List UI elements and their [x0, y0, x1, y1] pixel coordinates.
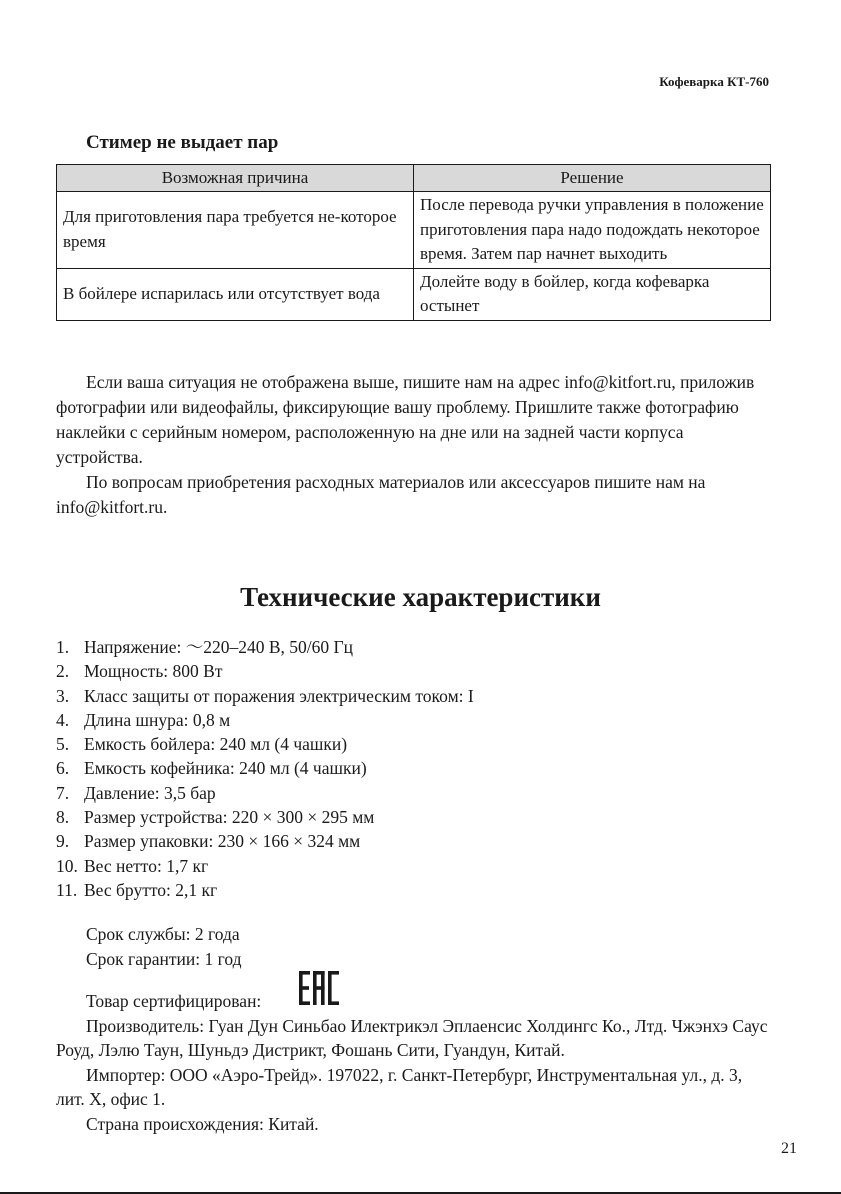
page-header-title: Кофеварка КТ-760 [659, 74, 769, 89]
solution-cell: После перевода ручки управления в положение приготовления пара надо подождать некоторое время. Затем пар начнет выходить [414, 192, 771, 269]
list-item-number: 7. [56, 782, 70, 803]
specs-title: Технические характеристики [240, 582, 601, 612]
list-item-number: 2. [56, 661, 70, 682]
list-item [56, 854, 474, 878]
list-item-number: 1. [56, 637, 70, 657]
cause-cell: Для приготовления пара требуется не-которое время [57, 192, 414, 269]
list-item-text: Давление: 3,5 бар [84, 782, 216, 803]
certification-line [56, 971, 771, 1014]
warranty-text: Срок гарантии: 1 год [86, 948, 242, 969]
accessories-paragraph: По вопросам приобретения расходных материалов или аксессуаров пишите нам на info@kitfort.ru. [56, 472, 706, 517]
list-item-number: 9. [56, 831, 70, 852]
eac-certification-icon [269, 971, 339, 1012]
list-item-number: 10. [56, 855, 78, 876]
list-item-text: Вес нетто: 1,7 кг [84, 855, 209, 876]
list-item-text: Класс защиты от поражения электрическим током: I [84, 685, 474, 706]
list-item-number: 11. [56, 879, 78, 900]
list-item-text: Напряжение: ～220–240 В, 50/60 Гц [84, 637, 353, 657]
list-item [56, 829, 474, 853]
importer-text: Импортер: ООО «Аэро-Трейд». 197022, г. Санкт-Петербург, Инструментальная ул., д. 3, лит. Х, офис 1. [56, 1064, 743, 1109]
column-header-solution: Решение [414, 165, 771, 192]
list-item-text: Емкость кофейника: 240 мл (4 чашки) [84, 758, 367, 779]
list-item-text: Размер устройства: 220 × 300 × 295 мм [84, 807, 375, 828]
list-item-number: 8. [56, 807, 70, 828]
page-number: 21 [781, 1140, 797, 1157]
list-item [56, 732, 474, 756]
specs-list [56, 635, 474, 902]
certified-text: Товар сертифицирован: [86, 991, 262, 1011]
manufacturer-text: Производитель: Гуан Дун Синьбао Илектрикэл Эплаенсис Холдингс Ко., Лтд. Чжэнхэ Саус Роуд, Лэлю Таун, Шуньдэ Дистрикт, Фошань Сити, Гуандун, Китай. [56, 1015, 768, 1060]
cause-cell: В бойлере испарилась или отсутствует вода [57, 268, 414, 320]
table-row [57, 192, 771, 269]
support-paragraph: Если ваша ситуация не отображена выше, пишите нам на адрес info@kitfort.ru, приложив фотографии или видеофайлы, фиксирующие вашу проблему. Пришлите также фотографию наклейки с серийным номером, расположенную на дне или на задней части корпуса устройства. [56, 372, 755, 467]
list-item [56, 684, 474, 708]
table-header-row [57, 165, 771, 192]
list-item [56, 878, 474, 902]
list-item [56, 805, 474, 829]
list-item-text: Емкость бойлера: 240 мл (4 чашки) [84, 734, 348, 755]
list-item-text: Размер упаковки: 230 × 166 × 324 мм [84, 831, 361, 852]
list-item-text: Вес брутто: 2,1 кг [84, 879, 218, 900]
service-life-text: Срок службы: 2 года [86, 924, 240, 944]
list-item [56, 708, 474, 732]
troubleshooting-title: Стимер не выдает пар [86, 132, 279, 153]
list-item [56, 781, 474, 805]
table-row [57, 268, 771, 320]
list-item-number: 5. [56, 734, 70, 755]
troubleshooting-table [56, 164, 771, 321]
list-item [56, 659, 474, 683]
list-item-text: Длина шнура: 0,8 м [84, 709, 231, 730]
support-text [56, 370, 771, 520]
list-item-number: 6. [56, 758, 70, 779]
list-item-number: 4. [56, 709, 70, 730]
list-item-text: Мощность: 800 Вт [84, 661, 223, 682]
solution-cell: Долейте воду в бойлер, когда кофеварка остынет [414, 268, 771, 320]
column-header-cause: Возможная причина [57, 165, 414, 192]
origin-text: Страна происхождения: Китай. [86, 1113, 319, 1134]
list-item-number: 3. [56, 685, 70, 706]
list-item [56, 756, 474, 780]
list-item [56, 635, 474, 659]
product-info [56, 922, 771, 1136]
